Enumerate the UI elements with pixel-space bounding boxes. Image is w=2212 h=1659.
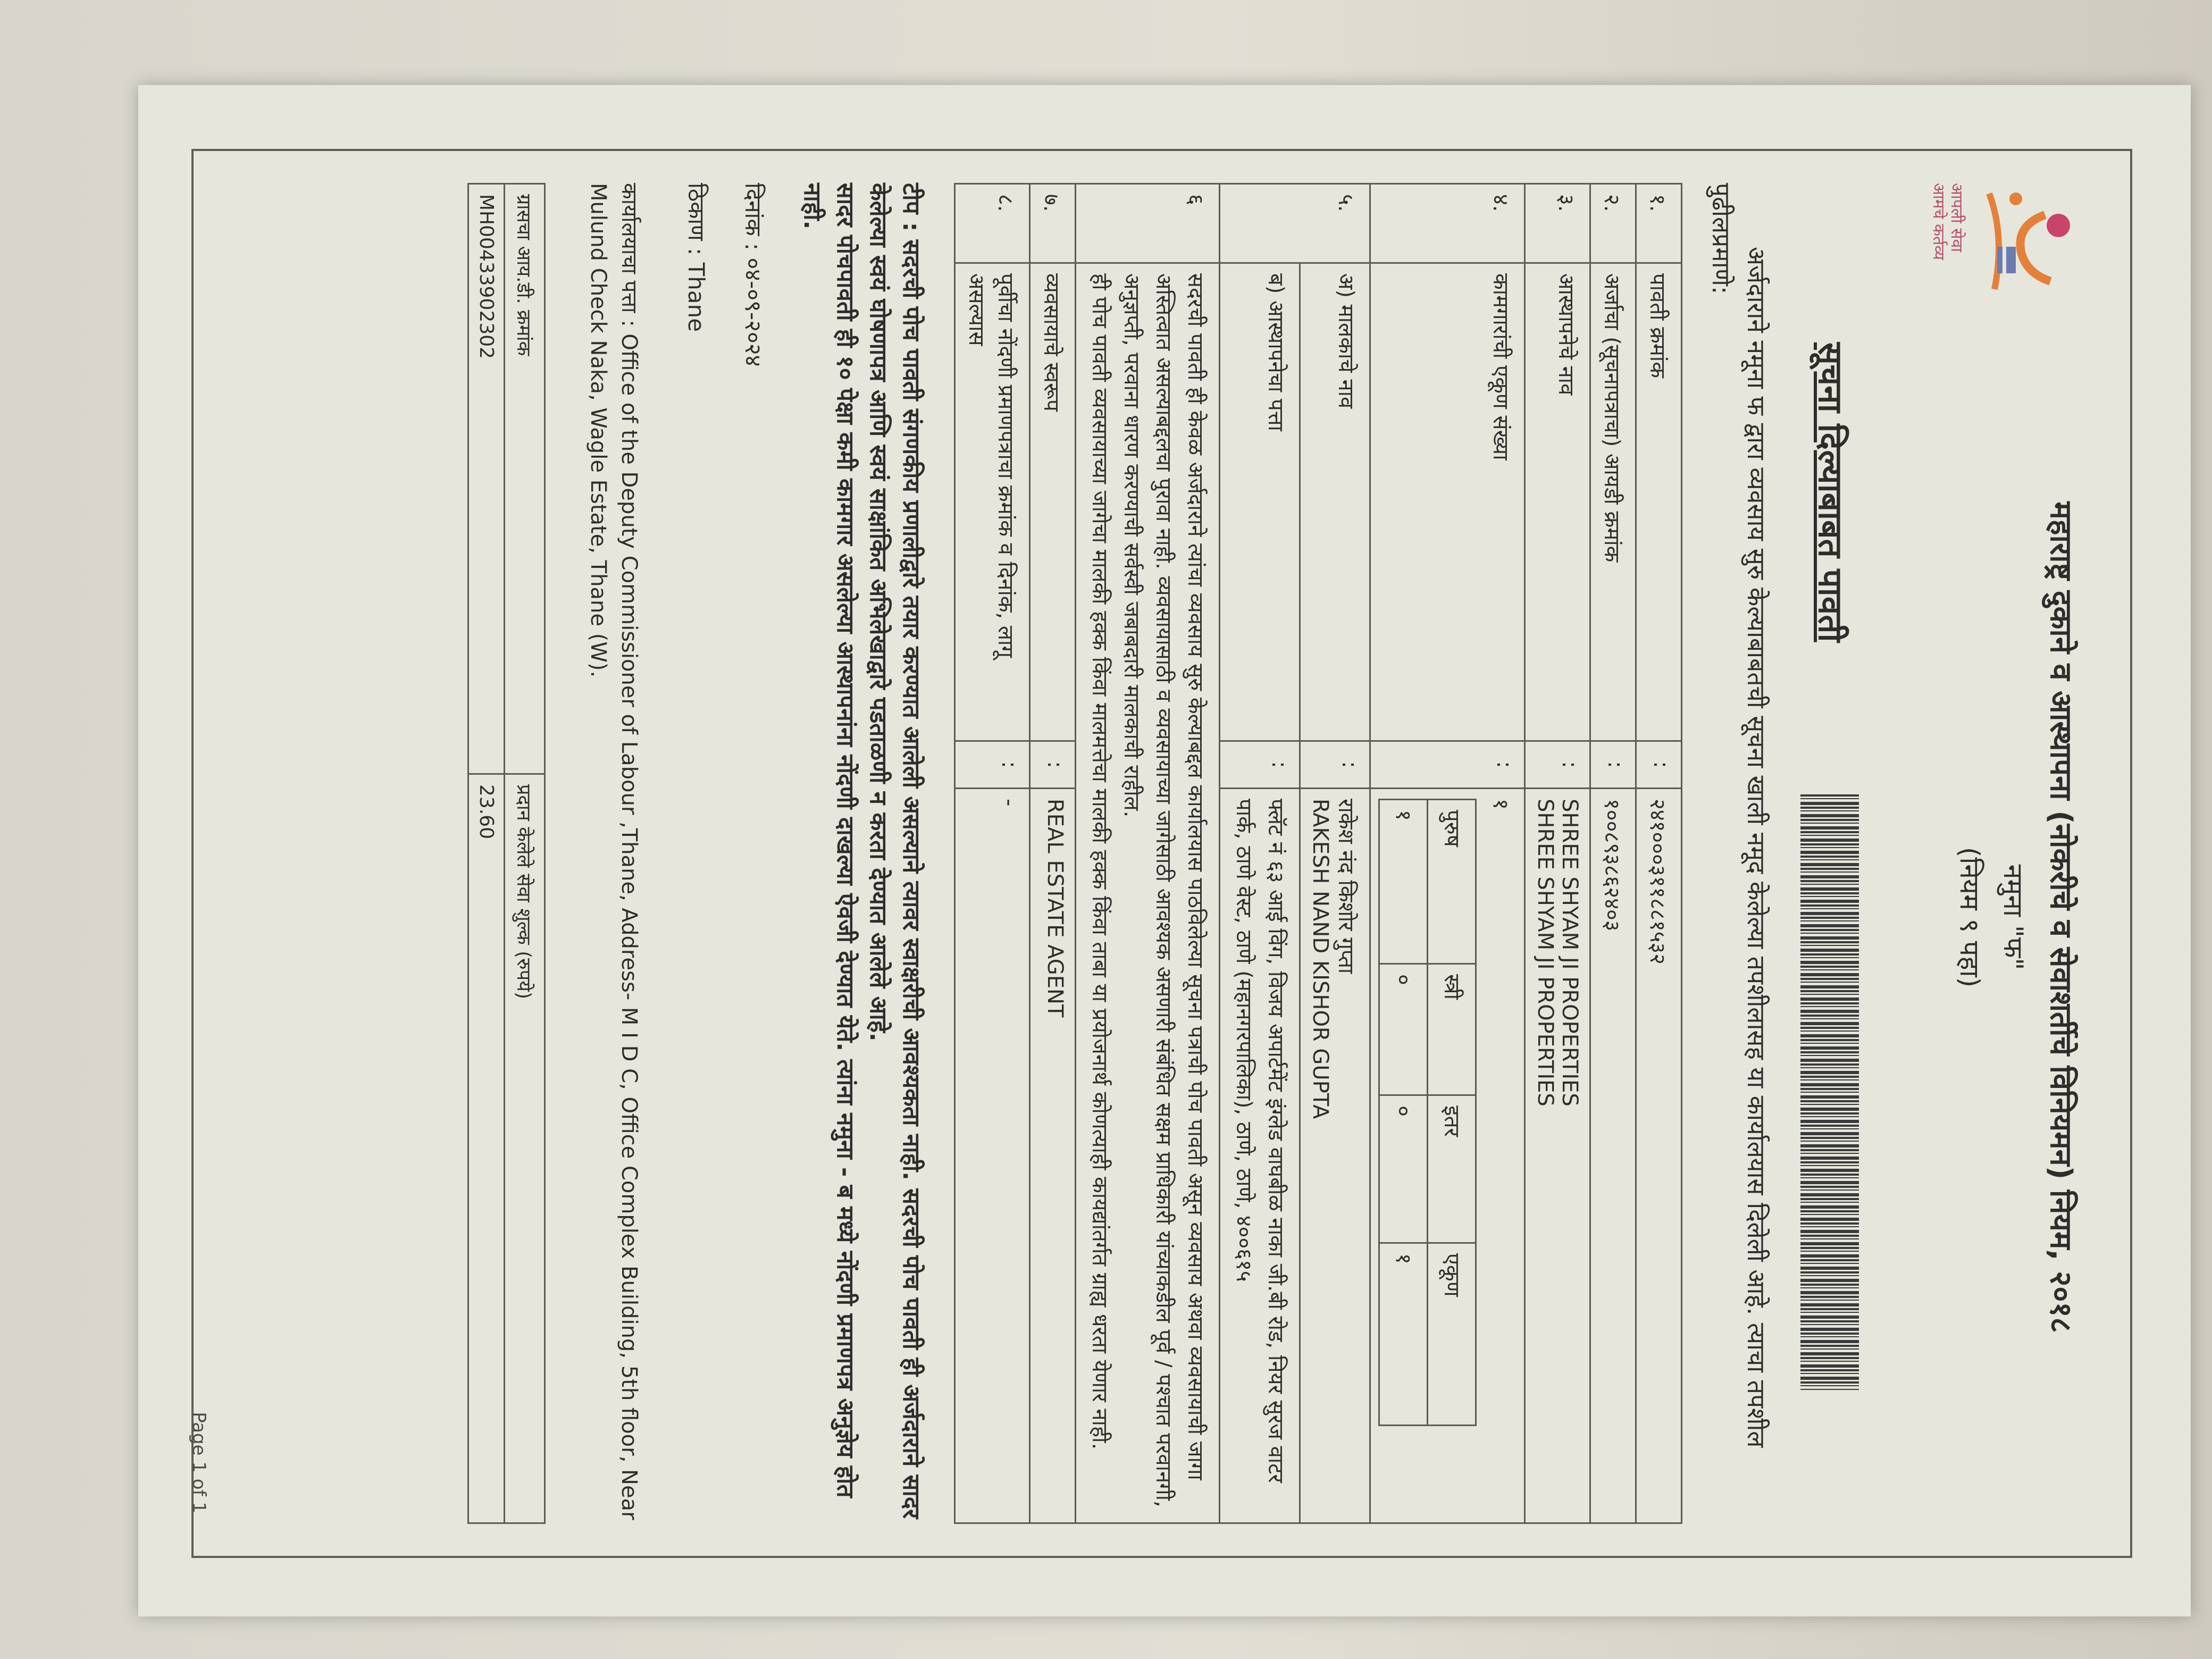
fee-amount-value: 23.60 [468,774,505,1523]
issue-date: दिनांक : ०४-०९-२०२४ [740,183,766,367]
table-row [1636,184,1682,1523]
row-number: २. [1590,184,1636,263]
row-number: ८. [955,184,1030,263]
table-row [1590,184,1636,1523]
table-row [1300,184,1370,1523]
page-number: Page 1 of 1 [188,1412,210,1513]
owner-name-marathi: राकेश नंद किशोर गुप्ता [1334,799,1358,974]
table-row [1220,184,1300,1523]
total-count: १ [1379,1243,1428,1425]
colon: : [1636,741,1682,789]
receipt-document [138,85,2191,1616]
other-header: इतर [1428,1095,1476,1243]
colon: : [1220,741,1300,789]
application-id-label: अर्जाचा (सूचनापत्राचा) आयडी क्रमांक [1590,263,1636,741]
grass-id-value: MH00433902302 [468,184,505,774]
worker-breakdown-table [1378,799,1477,1426]
establishment-address-value: फ्लॅट नं ६३ आई विंग, विजय अपार्टमेंट इंग्लेड वाघबीळ नाका जी.बी रोड, नियर सुरज वाटर पार्क, ठाणे वेस्ट, ठाणे (महानगरपालिका), ठाणे, ठाणे, ४००६१५ [1220,789,1300,1523]
establishment-name-line-1: SHREE SHYAM JI PROPERTIES [1557,799,1582,1107]
owner-name-label: अ) मालकाचे नाव [1300,263,1370,741]
previous-registration-value: - [955,789,1030,1523]
row-number: ४. [1370,184,1525,263]
details-table [954,183,1682,1524]
total-header: एकूण [1428,1243,1476,1425]
disclaimer-paragraph-2: ही पोच पावती व्यवसायाच्या जागेचा मालकी हक्क किंवा मालमत्तेचा मालकी हक्क किंवा ताबा या प्रयोजनार्थ कोणत्याही कायद्यांतर्गत ग्राह्य धरता येणार नाही. [1087,273,1112,1450]
table-row [1525,184,1590,1523]
other-count: ० [1379,1095,1428,1243]
colon: : [1525,741,1590,789]
logo-caption-line-1: आपली सेवा [1947,183,1966,253]
document-header [1870,183,2093,1524]
logo-caption [1929,183,1965,305]
business-nature-value: REAL ESTATE AGENT [1030,789,1076,1523]
rule-reference: (नियम ९ पहा) [1954,847,1985,988]
establishment-name-line-2: SHREE SHYAM JI PROPERTIES [1533,799,1557,1107]
barcode-image [1800,794,1859,1390]
row-number: ७. [1030,184,1076,263]
establishment-name-label: आस्थापनेचे नाव [1525,263,1590,741]
disclaimer-cell [1076,263,1220,1523]
disclaimer-paragraph-1: सदरची पावती ही केवळ अर्जदाराने त्यांचा व्यवसाय सुरु केल्याबद्दल कार्यालयास पाठविलेल्या सूचना पत्राची पोच पावती असून व्यवसाय अथवा व्यवसायाची जागा अस्तित्वात असल्याबद्दलचा पुरावा नाही. व्यवसायासाठी व व्यवसायाच्या जागेसाठी आवश्यक असणारी संबंधित सक्षम प्राधिकारी यांच्याकडील पूर्व / पश्चात परवानगी, अनुज्ञप्ती, परवाना धारण करण्याची सर्वस्वी जबाबदारी मालकाची राहील. [1119,273,1208,1507]
establishment-name-value [1525,789,1590,1523]
female-header: स्त्री [1428,963,1476,1095]
colon: : [1030,741,1076,789]
office-address: कार्यालयाचा पत्ता : Office of the Deputy Commissioner of Labour ,Thane, Address- M I D C, Office Complex Building, 5th floor, Near Mulund Check Naka, Wagle Estate, Thane (W). [586,183,641,1520]
grass-id-header: ग्रासचा आय.डी. क्रमांक [505,184,545,774]
row-number: ६ [1076,184,1220,263]
row-number: ३. [1525,184,1590,263]
title-block [1953,311,2093,1524]
worker-count-label: कामगारांची एकूण संख्या [1370,263,1525,741]
note-paragraph-1: टीप : सदरची पोच पावती संगणकीय प्रणालीद्वारे तयार करण्यात आलेली असल्याने त्यावर स्वाक्षरीची आवश्यकता नाही. सदरची पोच पावती ही अर्जदाराने सादर केलेल्या स्वयं घोषणापत्र आणि स्वयं साक्षांकित अभिलेखाद्वारे पडताळणी न करता देण्यात आलेले आहे. [865,183,925,1519]
worker-breakdown-header-row [1428,800,1476,1426]
issue-place: ठिकाण : Thane [683,183,709,332]
fees-table [467,183,546,1524]
establishment-address-label: ब) आस्थापनेचा पत्ता [1220,263,1300,741]
form-name: नमुना "फ" [1998,864,2029,970]
colon: : [1300,741,1370,789]
fee-amount-header: प्रदान केलेले सेवा शुल्क (रुपये) [505,774,545,1523]
table-row [955,184,1030,1523]
table-row [1076,184,1220,1523]
intro-paragraph: अर्जदाराने नमूना फ द्वारा व्यवसाय सुरु केल्याबाबतची सूचना खाली नमूद केलेल्या तपशीलासह या कार्यालयास दिलेली आहे. त्याचा तपशील पुढीलप्रमाणे: [1707,183,1771,1448]
colon: : [1370,741,1525,789]
business-nature-label: व्यवसायाचे स्वरूप [1030,263,1076,741]
row-number: १. [1636,184,1682,263]
worker-breakdown-value-row [1379,800,1428,1426]
receipt-number-label: पावती क्रमांक [1636,263,1682,741]
worker-count-cell [1370,789,1525,1523]
table-row [1370,184,1525,1523]
fees-value-row [468,184,505,1523]
male-header: पुरुष [1428,800,1476,964]
previous-registration-label: पूर्वीचा नोंदणी प्रमाणपत्राचा क्रमांक व दिनांक, लागू असल्यास [955,263,1030,741]
logo-caption-line-2: आमचे कर्तव्य [1929,183,1948,260]
owner-name-value [1300,789,1370,1523]
heading-row [1790,183,1864,1524]
female-count: ० [1379,963,1428,1095]
row-number: ५. [1220,184,1370,263]
receipt-number-value: २४१०००३११८८१५३२ [1636,789,1682,1523]
receipt-heading: सूचना दिल्याबाबत पावती [1811,342,1850,642]
fees-header-row [505,184,545,1523]
note-paragraph-2: सादर पोचपावती ही १० पेक्षा कमी कामगार असलेल्या आस्थापनांना नोंदणी दाखल्या ऐवजी देण्यात येते. त्यांना नमुना - ब मध्ये नोंदणी प्रमाणपत्र अनुज्ञेय होत नाही. [799,183,859,1498]
worker-count-value: १ [1488,799,1513,810]
government-logo-icon [1949,183,2088,295]
application-id-value: १००८९३८६२४०३ [1590,789,1636,1523]
table-row [1030,184,1076,1523]
colon: : [1590,741,1636,789]
act-title: महाराष्ट्र दुकाने व आस्थापना (नोकरीचे व सेवाशर्तीचे विनियमन) नियम, २०१८ [2043,501,2078,1333]
male-count: १ [1379,800,1428,964]
note-section [795,183,927,1524]
owner-name-english: RAKESH NAND KISHOR GUPTA [1308,799,1333,1119]
document-border [188,149,2132,1558]
colon: : [955,741,1030,789]
